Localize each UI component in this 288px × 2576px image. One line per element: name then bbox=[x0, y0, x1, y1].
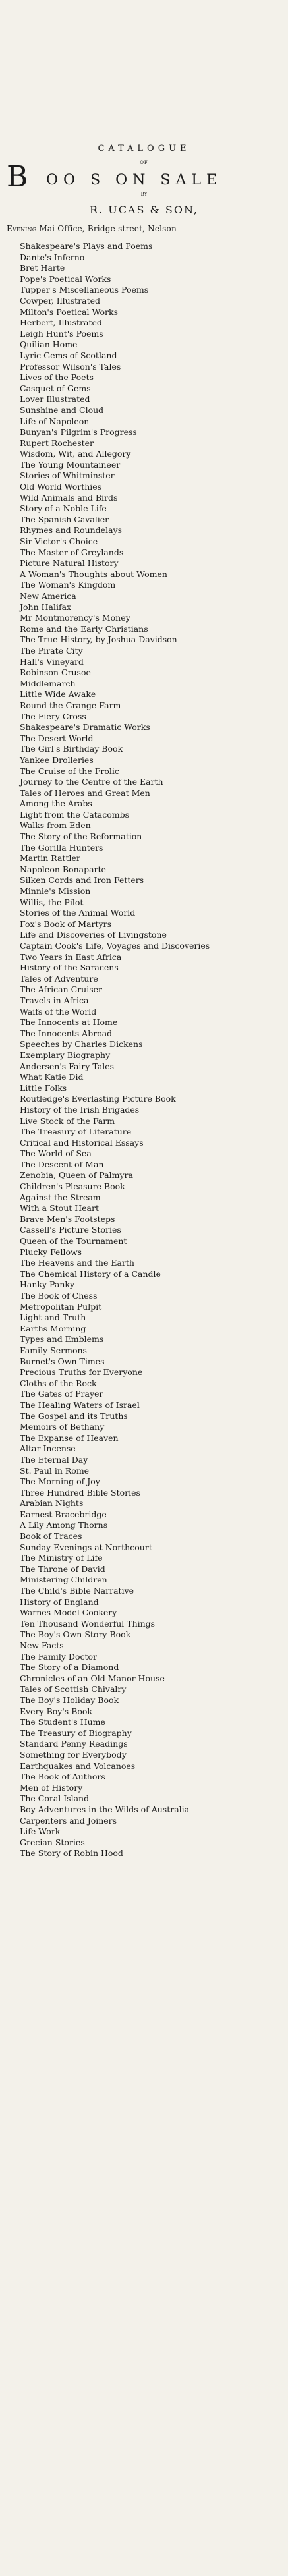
book-title: Lyric Gems of Scotland bbox=[20, 350, 117, 360]
book-title: Wild Animals and Birds bbox=[20, 492, 118, 503]
book-title: The Spanish Cavalier bbox=[20, 514, 109, 524]
book-title: Fox's Book of Martyrs bbox=[20, 918, 112, 929]
book-title: Book of Traces bbox=[20, 1531, 82, 1542]
book-title: Live Stock of the Farm bbox=[20, 1115, 115, 1126]
book-title: New Facts bbox=[20, 1640, 64, 1650]
book-title: Robinson Crusoe bbox=[20, 667, 91, 678]
book-title: The Story of the Reformation bbox=[20, 831, 142, 842]
book-title: Speeches by Charles Dickens bbox=[20, 1039, 143, 1050]
book-title: Casquet of Gems bbox=[20, 383, 91, 393]
book-title: Napoleon Bonaparte bbox=[20, 864, 106, 874]
book-title: Little Folks bbox=[20, 1082, 67, 1093]
book-title: Two Years in East Africa bbox=[20, 951, 122, 962]
book-title: The Throne of David bbox=[20, 1563, 105, 1574]
book-title: A Lily Among Thorns bbox=[20, 1520, 108, 1530]
book-title: Sunshine and Cloud bbox=[20, 405, 104, 415]
book-title: Professor Wilson's Tales bbox=[20, 361, 121, 372]
book-title: The Book of Chess bbox=[20, 1291, 98, 1301]
book-title: Rupert Rochester bbox=[20, 437, 94, 448]
catalogue-title: CATALOGUE bbox=[98, 144, 190, 154]
book-title: The Innocents Abroad bbox=[20, 1028, 113, 1038]
book-title: The Story of Robin Hood bbox=[20, 1848, 123, 1859]
book-title: The Young Mountaineer bbox=[20, 459, 121, 470]
book-title: The Family Doctor bbox=[20, 1651, 97, 1662]
address-rest: Mai Office, Bridge-street, Nelson bbox=[39, 224, 177, 233]
book-title: Bret Harte bbox=[20, 263, 65, 273]
book-title: Hall's Vineyard bbox=[20, 656, 84, 667]
book-title: The Boy's Holiday Book bbox=[20, 1694, 119, 1705]
book-title: The Boy's Own Story Book bbox=[20, 1629, 131, 1640]
book-title: Routledge's Everlasting Picture Book bbox=[20, 1094, 176, 1104]
book-title: Martin Rattler bbox=[20, 853, 80, 864]
book-title: The World of Sea bbox=[20, 1148, 92, 1159]
book-title: History of the Saracens bbox=[20, 963, 119, 973]
book-title: Chronicles of an Old Manor House bbox=[20, 1673, 165, 1683]
book-title: Three Hundred Bible Stories bbox=[20, 1487, 140, 1498]
book-title: Earths Morning bbox=[20, 1323, 86, 1333]
book-title: Cassell's Picture Stories bbox=[20, 1225, 121, 1235]
book-title: The Student's Hume bbox=[20, 1717, 105, 1727]
book-title: Tales of Heroes and Great Men bbox=[20, 787, 150, 798]
book-title: Queen of the Tournament bbox=[20, 1236, 127, 1246]
book-title: The Story of a Diamond bbox=[20, 1662, 119, 1673]
book-title: St. Paul in Rome bbox=[20, 1465, 90, 1476]
book-title: The Expanse of Heaven bbox=[20, 1432, 119, 1443]
book-title: History of England bbox=[20, 1596, 99, 1607]
book-title: Light and Truth bbox=[20, 1312, 86, 1323]
book-title: Silken Cords and Iron Fetters bbox=[20, 875, 144, 885]
book-title: Among the Arabs bbox=[20, 798, 92, 809]
book-title: Earnest Bracebridge bbox=[20, 1509, 107, 1519]
book-title: Plucky Fellows bbox=[20, 1246, 82, 1257]
firm-name: R. UCAS & SON, bbox=[89, 204, 198, 216]
book-title: Mr Montmorency's Money bbox=[20, 613, 130, 623]
book-title: Something for Everybody bbox=[20, 1749, 127, 1760]
book-title: The African Cruiser bbox=[20, 984, 103, 995]
book-title: Shakespeare's Dramatic Works bbox=[20, 722, 150, 733]
book-title: Dante's Inferno bbox=[20, 252, 85, 262]
book-title: Captain Cook's Life, Voyages and Discoveries bbox=[20, 941, 210, 951]
book-title: Family Sermons bbox=[20, 1345, 87, 1355]
book-title: Burnet's Own Times bbox=[20, 1356, 105, 1366]
book-title: Light from the Catacombs bbox=[20, 809, 130, 820]
book-title: What Katie Did bbox=[20, 1072, 84, 1082]
book-title: Yankee Drolleries bbox=[20, 754, 94, 765]
book-title: The Innocents at Home bbox=[20, 1017, 118, 1028]
book-title: The Treasury of Biography bbox=[20, 1727, 132, 1738]
book-title: Little Wide Awake bbox=[20, 689, 96, 700]
book-title: The Eternal Day bbox=[20, 1454, 88, 1465]
book-title: Cowper, Illustrated bbox=[20, 295, 101, 306]
book-list bbox=[0, 241, 288, 1859]
book-title: Against the Stream bbox=[20, 1192, 101, 1202]
book-title: New America bbox=[20, 591, 76, 601]
book-title: Quilian Home bbox=[20, 339, 78, 350]
book-title: Tales of Scottish Chivalry bbox=[20, 1684, 127, 1694]
book-title: Life and Discoveries of Livingstone bbox=[20, 930, 167, 940]
book-title: The Morning of Joy bbox=[20, 1476, 100, 1487]
book-title: Old World Worthies bbox=[20, 482, 102, 492]
book-title: The Gospel and its Truths bbox=[20, 1411, 128, 1421]
book-title: Ministering Children bbox=[20, 1575, 107, 1585]
book-title: Waifs of the World bbox=[20, 1006, 97, 1017]
book-title: Metropolitan Pulpit bbox=[20, 1301, 102, 1312]
book-title: The Desert World bbox=[20, 733, 94, 743]
book-title: Walks from Eden bbox=[20, 820, 91, 831]
book-title: Round the Grange Farm bbox=[20, 700, 121, 710]
book-title: Sir Victor's Choice bbox=[20, 536, 98, 547]
book-title: Wisdom, Wit, and Allegory bbox=[20, 449, 131, 459]
book-title: Andersen's Fairy Tales bbox=[20, 1061, 115, 1071]
book-title: Pope's Poetical Works bbox=[20, 273, 111, 284]
book-title: Stories of Whitminster bbox=[20, 470, 115, 481]
book-title: The Cruise of the Frolic bbox=[20, 766, 119, 776]
book-title: Grecian Stories bbox=[20, 1837, 85, 1847]
book-title: The True History, by Joshua Davidson bbox=[20, 634, 177, 645]
book-title: Rhymes and Roundelays bbox=[20, 525, 123, 536]
book-title: Types and Emblems bbox=[20, 1334, 104, 1345]
book-title: History of the Irish Brigades bbox=[20, 1104, 140, 1115]
book-title: Carpenters and Joiners bbox=[20, 1815, 117, 1826]
book-title: Stories of the Animal World bbox=[20, 908, 136, 918]
book-title: The Gorilla Hunters bbox=[20, 842, 103, 853]
book-title: A Woman's Thoughts about Women bbox=[20, 569, 167, 579]
book-title: Warnes Model Cookery bbox=[20, 1608, 117, 1618]
book-title: Lover Illustrated bbox=[20, 394, 90, 405]
drop-cap-initial: B bbox=[7, 160, 34, 194]
book-title: John Halifax bbox=[20, 602, 72, 612]
book-title: The Coral Island bbox=[20, 1793, 90, 1804]
book-title: Brave Men's Footsteps bbox=[20, 1214, 115, 1224]
book-title: Men of History bbox=[20, 1782, 83, 1793]
book-title: The Fiery Cross bbox=[20, 711, 86, 721]
book-title: Tupper's Miscellaneous Poems bbox=[20, 285, 149, 295]
book-title: Herbert, Illustrated bbox=[20, 318, 102, 328]
book-title: Rome and the Early Christians bbox=[20, 623, 148, 634]
book-title: Arabian Nights bbox=[20, 1498, 84, 1509]
book-title: Minnie's Mission bbox=[20, 886, 91, 897]
heading-rest: OO S ON SALE bbox=[46, 172, 223, 188]
book-title: Standard Penny Readings bbox=[20, 1739, 128, 1749]
book-title: With a Stout Heart bbox=[20, 1203, 100, 1214]
book-title: The Pirate City bbox=[20, 645, 83, 656]
book-title: The Child's Bible Narrative bbox=[20, 1586, 134, 1596]
book-title: Hanky Panky bbox=[20, 1279, 75, 1290]
book-title: The Girl's Birthday Book bbox=[20, 744, 123, 754]
book-title: Shakespeare's Plays and Poems bbox=[20, 241, 153, 251]
book-title: Altar Incense bbox=[20, 1443, 76, 1454]
book-title: The Healing Waters of Israel bbox=[20, 1399, 140, 1410]
of-label: OF bbox=[140, 160, 148, 165]
book-title: Journey to the Centre of the Earth bbox=[20, 777, 163, 787]
by-label: BY bbox=[140, 192, 148, 197]
book-title: Life Work bbox=[20, 1826, 61, 1837]
book-title: Travels in Africa bbox=[20, 995, 89, 1005]
book-title: The Descent of Man bbox=[20, 1159, 104, 1169]
book-title: Picture Natural History bbox=[20, 558, 119, 569]
book-title: The Gates of Prayer bbox=[20, 1389, 103, 1399]
book-title: Lives of the Poets bbox=[20, 372, 94, 383]
book-title: The Treasury of Literature bbox=[20, 1127, 132, 1137]
book-title: Leigh Hunt's Poems bbox=[20, 328, 103, 339]
book-title: Tales of Adventure bbox=[20, 973, 98, 984]
book-title: Cloths of the Rock bbox=[20, 1378, 97, 1388]
firm-address bbox=[7, 224, 288, 233]
book-title: Story of a Noble Life bbox=[20, 503, 107, 514]
book-title: Precious Truths for Everyone bbox=[20, 1367, 143, 1378]
book-title: Children's Pleasure Book bbox=[20, 1181, 125, 1192]
book-title: Boy Adventures in the Wilds of Australia bbox=[20, 1804, 190, 1814]
book-title: Willis, the Pilot bbox=[20, 897, 84, 907]
book-title: The Woman's Kingdom bbox=[20, 580, 116, 590]
book-title: Ten Thousand Wonderful Things bbox=[20, 1618, 156, 1629]
book-title: Earthquakes and Volcanoes bbox=[20, 1760, 136, 1771]
book-title: The Master of Greylands bbox=[20, 547, 124, 557]
book-title: Every Boy's Book bbox=[20, 1706, 93, 1716]
book-title: Milton's Poetical Works bbox=[20, 306, 118, 317]
book-title: Bunyan's Pilgrim's Progress bbox=[20, 427, 137, 437]
book-title: The Ministry of Life bbox=[20, 1553, 103, 1563]
book-title: Middlemarch bbox=[20, 678, 76, 688]
book-title: The Book of Authors bbox=[20, 1772, 105, 1782]
address-lead: Evening bbox=[7, 224, 37, 233]
book-title: The Chemical History of a Candle bbox=[20, 1268, 161, 1279]
book-title: Exemplary Biography bbox=[20, 1050, 111, 1060]
book-title: The Heavens and the Earth bbox=[20, 1258, 134, 1268]
book-title: Critical and Historical Essays bbox=[20, 1137, 144, 1148]
book-title: Sunday Evenings at Northcourt bbox=[20, 1542, 152, 1552]
book-title: Zenobia, Queen of Palmyra bbox=[20, 1170, 133, 1181]
book-title: Memoirs of Bethany bbox=[20, 1422, 105, 1432]
book-title: Life of Napoleon bbox=[20, 416, 90, 426]
